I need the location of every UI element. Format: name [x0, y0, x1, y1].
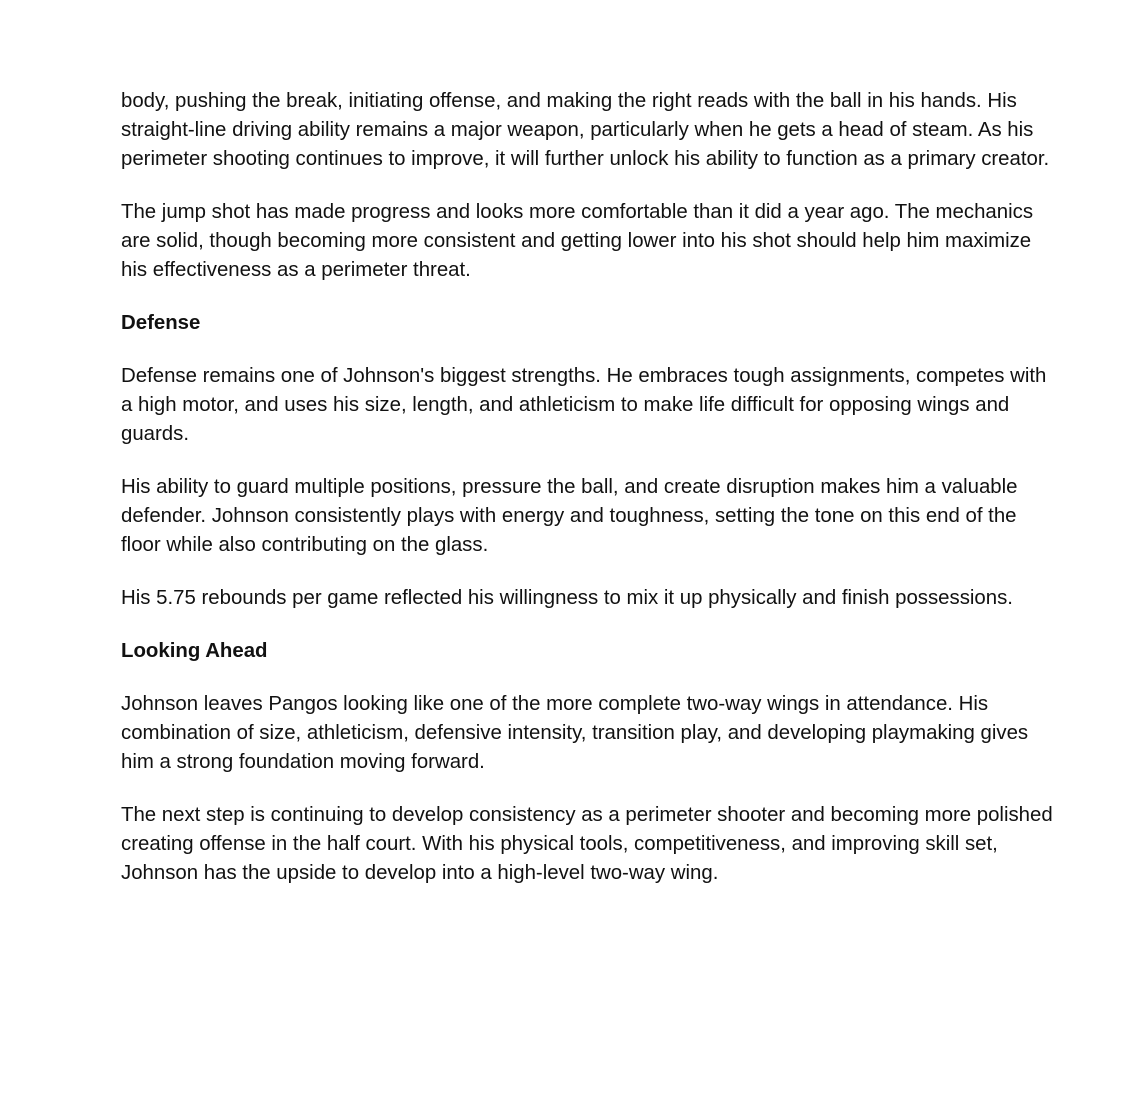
heading-defense: Defense — [121, 312, 201, 334]
paragraph-defense-strengths: Defense remains one of Johnson's biggest strengths. He embraces tough assignments, competes with a high motor, and uses his size, length, and athleticism to make life difficult for opposing wings and guards. — [121, 365, 1047, 445]
paragraph-rebounds: His 5.75 rebounds per game reflected his willingness to mix it up physically and finish possessions. — [121, 587, 1013, 609]
paragraph-defense-versatility: His ability to guard multiple positions, pressure the ball, and create disruption makes him a valuable defender. Johnson consistently plays with energy and toughness, setting the tone on this end of the floor while also contributing on the glass. — [121, 476, 1018, 556]
document-body — [121, 87, 1061, 912]
paragraph-next-step: The next step is continuing to develop consistency as a perimeter shooter and becoming more polished creating offense in the half court. With his physical tools, competitiveness, and improving skill set, Johnson has the upside to develop into a high-level two-way wing. — [121, 804, 1053, 884]
paragraph-offense-continued: body, pushing the break, initiating offense, and making the right reads with the ball in his hands. His straight-line driving ability remains a major weapon, particularly when he gets a head of steam. As his perimeter shooting continues to improve, it will further unlock his ability to function as a primary creator. — [121, 90, 1050, 170]
paragraph-outlook: Johnson leaves Pangos looking like one of the more complete two-way wings in attendance. His combination of size, athleticism, defensive intensity, transition play, and developing playmaking gives him a strong foundation moving forward. — [121, 693, 1029, 773]
paragraph-jump-shot: The jump shot has made progress and looks more comfortable than it did a year ago. The mechanics are solid, though becoming more consistent and getting lower into his shot should help him maximize his effectiveness as a perimeter threat. — [121, 201, 1034, 281]
heading-looking-ahead: Looking Ahead — [121, 640, 268, 662]
